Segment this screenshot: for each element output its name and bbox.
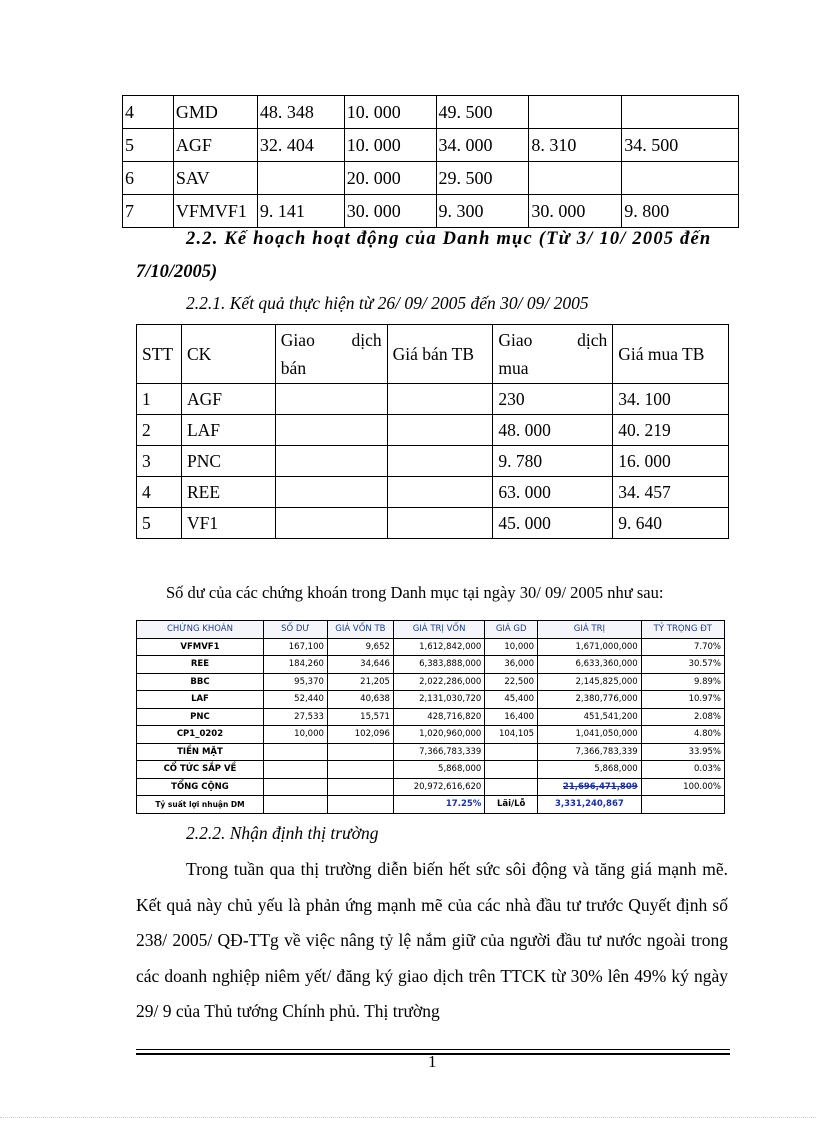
table-cell: 7,366,783,339	[393, 743, 484, 761]
header-stt: STT	[137, 325, 182, 384]
header-buy-price: Giá mua TB	[613, 325, 729, 384]
table-row	[137, 708, 725, 726]
header-ck: CK	[181, 325, 275, 384]
paragraph-text: Trong tuần qua thị trường diễn biến hết sức sôi động và tăng giá mạnh mẽ. Kết quả này chủ yếu là phản ứng mạnh mẽ của các nhà đầu tư trước Quyết định số 238/ 2005/ QĐ-TTg về việc nâng tỷ lệ nắm giữ của người đầu tư nước ngoài trong các doanh nghiệp niêm yết/ đăng ký giao dịch trên TTCK từ 30% lên 49% ký ngày 29/ 9 của Thủ tướng Chính phủ. Thị trường	[136, 859, 728, 1021]
yield-percent: 17.25%	[393, 796, 484, 814]
table-cell: 16,400	[485, 708, 538, 726]
table-cell	[485, 778, 538, 796]
table-cell: 230	[493, 384, 613, 415]
table-cell: 34,646	[327, 656, 393, 674]
table-cell	[275, 446, 387, 477]
footer-rule	[136, 1049, 730, 1050]
table-cell: 1	[137, 384, 182, 415]
table-cell: VF1	[181, 508, 275, 539]
table-cell: SAV	[173, 162, 257, 195]
section-heading-2-2-1: 2.2.1. Kết quả thực hiện từ 26/ 09/ 2005 đến 30/ 09/ 2005	[186, 293, 589, 313]
table-cell: 0.03%	[641, 761, 724, 779]
table-cell: 8. 310	[529, 129, 622, 162]
profit-value: 3,331,240,867	[538, 796, 642, 814]
section-heading-2-2-line2: 7/10/2005)	[136, 262, 218, 282]
table-row	[137, 638, 725, 656]
table-cell: 1,671,000,000	[538, 638, 642, 656]
table-cell	[529, 162, 622, 195]
table-cell	[529, 96, 622, 129]
table-cell: 6,633,360,000	[538, 656, 642, 674]
table-cell: 34. 100	[613, 384, 729, 415]
table-cell: CỔ TỨC SẮP VỀ	[137, 761, 264, 779]
table-cell	[387, 477, 493, 508]
table-cell	[327, 778, 393, 796]
table-cell	[485, 743, 538, 761]
table-cell	[263, 761, 327, 779]
table-cell: 30. 000	[344, 195, 436, 228]
table-cell: 9. 640	[613, 508, 729, 539]
table-cell: 184,260	[263, 656, 327, 674]
column-header: CHỨNG KHOÁN	[137, 621, 264, 639]
table-row	[137, 446, 729, 477]
column-header: GIÁ TRỊ VỐN	[393, 621, 484, 639]
table-cell: 21,696,471,809	[538, 778, 642, 796]
table-cell: CP1_0202	[137, 726, 264, 744]
table-cell	[275, 508, 387, 539]
table3-caption: Số dư của các chứng khoán trong Danh mục tại ngày 30/ 09/ 2005 như sau:	[166, 583, 664, 602]
page-edge	[0, 1117, 816, 1118]
table-header-row	[137, 621, 725, 639]
table-cell: 40. 219	[613, 415, 729, 446]
table-cell	[485, 761, 538, 779]
table-row	[137, 415, 729, 446]
header-sell-price: Giá bán TB	[387, 325, 493, 384]
table-cell: 1,020,960,000	[393, 726, 484, 744]
table-cell	[263, 778, 327, 796]
table-cell	[387, 384, 493, 415]
table-cell	[387, 415, 493, 446]
table-cell	[622, 162, 739, 195]
table-cell: 5,868,000	[393, 761, 484, 779]
column-header: GIÁ VỐN TB	[327, 621, 393, 639]
table-cell: 5,868,000	[538, 761, 642, 779]
table-row	[137, 508, 729, 539]
table-cell: 5	[123, 129, 174, 162]
table-row	[137, 656, 725, 674]
column-header: GIÁ TRỊ	[538, 621, 642, 639]
table-cell: 52,440	[263, 691, 327, 709]
market-commentary-paragraph	[136, 852, 728, 1030]
table-cell: 45,400	[485, 691, 538, 709]
table-cell: 451,541,200	[538, 708, 642, 726]
table-cell	[327, 743, 393, 761]
yield-label: Tỷ suất lợi nhuận DM	[137, 796, 264, 814]
table-cell: 48. 000	[493, 415, 613, 446]
table-cell: 4.80%	[641, 726, 724, 744]
table-row	[137, 743, 725, 761]
table-cell: 5	[137, 508, 182, 539]
table-cell: 167,100	[263, 638, 327, 656]
table-cell	[387, 508, 493, 539]
table-cell: 20,972,616,620	[393, 778, 484, 796]
table-cell: AGF	[173, 129, 257, 162]
table-row	[137, 778, 725, 796]
column-header: SỐ DƯ	[263, 621, 327, 639]
table-cell: TIỀN MẶT	[137, 743, 264, 761]
table-cell: 33.95%	[641, 743, 724, 761]
table-cell: 2.08%	[641, 708, 724, 726]
table-cell: VFMVF1	[173, 195, 257, 228]
table-cell: 32. 404	[257, 129, 344, 162]
table-cell: 1,041,050,000	[538, 726, 642, 744]
table-cell: 7	[123, 195, 174, 228]
table-cell: 15,571	[327, 708, 393, 726]
table-cell: LAF	[181, 415, 275, 446]
table-cell: 10.97%	[641, 691, 724, 709]
holdings-table-continued	[122, 95, 739, 228]
table-row	[137, 673, 725, 691]
table-cell: 40,638	[327, 691, 393, 709]
table-cell: 102,096	[327, 726, 393, 744]
table-cell: 34. 000	[436, 129, 529, 162]
header-sell-volume: Giao dịch bán	[275, 325, 387, 384]
table-row	[123, 129, 739, 162]
table-row	[137, 477, 729, 508]
table-cell: 16. 000	[613, 446, 729, 477]
table-cell: 4	[137, 477, 182, 508]
table-cell	[622, 96, 739, 129]
table-cell: 10,000	[263, 726, 327, 744]
table-cell: 9,652	[327, 638, 393, 656]
table-cell: 63. 000	[493, 477, 613, 508]
table-cell: 1,612,842,000	[393, 638, 484, 656]
table-cell: 29. 500	[436, 162, 529, 195]
table-cell	[327, 761, 393, 779]
section-heading-2-2-2: 2.2.2. Nhận định thị trường	[186, 823, 379, 843]
table-cell: 9.89%	[641, 673, 724, 691]
table-cell: 6	[123, 162, 174, 195]
table-cell: 10. 000	[344, 96, 436, 129]
page-number: 1	[428, 1052, 437, 1071]
table-cell: BBC	[137, 673, 264, 691]
table-row	[137, 761, 725, 779]
table-cell: 3	[137, 446, 182, 477]
table-cell: 2,131,030,720	[393, 691, 484, 709]
table-row	[123, 162, 739, 195]
table-cell: 2,145,825,000	[538, 673, 642, 691]
trade-results-table	[136, 324, 729, 539]
table-cell: 7,366,783,339	[538, 743, 642, 761]
table-cell: REE	[181, 477, 275, 508]
table-cell: 27,533	[263, 708, 327, 726]
table-cell: 100.00%	[641, 778, 724, 796]
table-cell: 45. 000	[493, 508, 613, 539]
section-heading-2-2	[186, 229, 730, 250]
table-cell: 22,500	[485, 673, 538, 691]
profit-label: Lãi/Lỗ	[485, 796, 538, 814]
table-cell: 30.57%	[641, 656, 724, 674]
table-cell	[275, 384, 387, 415]
table-cell: 30. 000	[529, 195, 622, 228]
table-cell: REE	[137, 656, 264, 674]
section-heading-2-2-line1: 2.2. Kế hoạch hoạt động của Danh mục (Từ 3/ 10/ 2005 đến	[186, 229, 712, 249]
table-cell: PNC	[181, 446, 275, 477]
table-cell: 21,205	[327, 673, 393, 691]
table-cell	[257, 162, 344, 195]
table-cell: 34. 457	[613, 477, 729, 508]
table-cell: 428,716,820	[393, 708, 484, 726]
table-cell: 9. 141	[257, 195, 344, 228]
table-cell: 48. 348	[257, 96, 344, 129]
table-row	[123, 195, 739, 228]
table-cell: PNC	[137, 708, 264, 726]
table-cell: 4	[123, 96, 174, 129]
table-cell: 2	[137, 415, 182, 446]
table-cell: GMD	[173, 96, 257, 129]
table-cell: 95,370	[263, 673, 327, 691]
table-cell: VFMVF1	[137, 638, 264, 656]
table-cell: 34. 500	[622, 129, 739, 162]
column-header: TỶ TRỌNG ĐT	[641, 621, 724, 639]
table-cell: LAF	[137, 691, 264, 709]
table-cell: TỔNG CỘNG	[137, 778, 264, 796]
table-cell: 49. 500	[436, 96, 529, 129]
table-row	[137, 384, 729, 415]
table-cell: 2,380,776,000	[538, 691, 642, 709]
yield-row	[137, 796, 725, 814]
table-cell: 36,000	[485, 656, 538, 674]
column-header: GIÁ GD	[485, 621, 538, 639]
table-row	[123, 96, 739, 129]
header-buy-volume: Giao dịch mua	[493, 325, 613, 384]
table-cell: 9. 300	[436, 195, 529, 228]
table-cell: 9. 800	[622, 195, 739, 228]
table-cell: 20. 000	[344, 162, 436, 195]
table-cell: AGF	[181, 384, 275, 415]
table-cell	[387, 446, 493, 477]
portfolio-balance-table	[136, 620, 725, 814]
table-cell: 10,000	[485, 638, 538, 656]
table-cell: 9. 780	[493, 446, 613, 477]
table-cell: 10. 000	[344, 129, 436, 162]
table-cell: 6,383,888,000	[393, 656, 484, 674]
table-cell	[275, 415, 387, 446]
table-cell	[275, 477, 387, 508]
table-header-row	[137, 325, 729, 384]
table-cell	[263, 743, 327, 761]
table-row	[137, 691, 725, 709]
table-cell: 7.70%	[641, 638, 724, 656]
table-cell: 2,022,286,000	[393, 673, 484, 691]
table-row	[137, 726, 725, 744]
table-cell: 104,105	[485, 726, 538, 744]
